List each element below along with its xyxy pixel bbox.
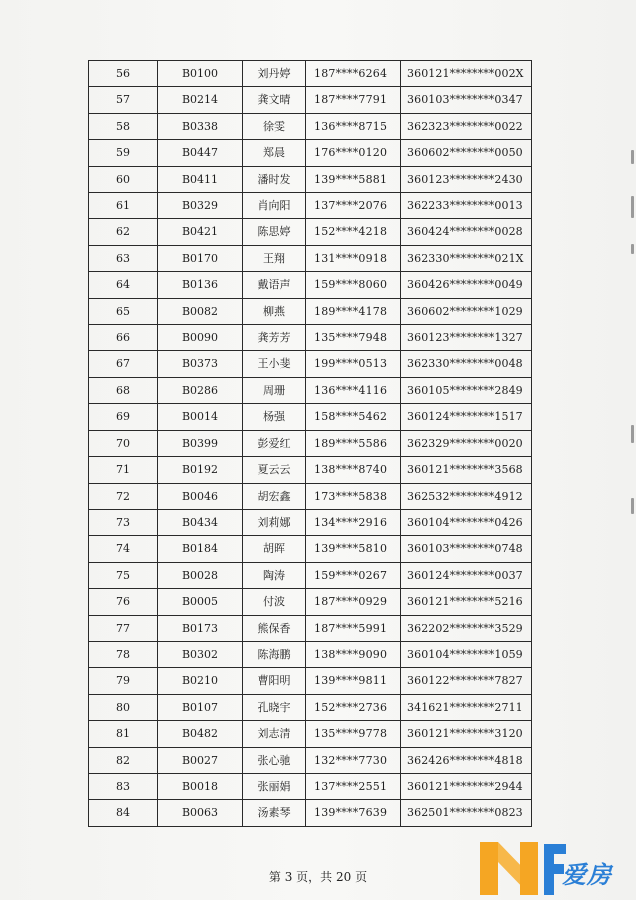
phone-cell: 136****4116 (306, 377, 401, 403)
phone-cell: 139****7639 (306, 800, 401, 826)
scan-edge-mark (631, 425, 634, 443)
phone-cell: 189****4178 (306, 298, 401, 324)
candidate-id-cell: B0100 (158, 61, 243, 87)
logo-icon (480, 830, 636, 900)
row-number-cell: 56 (89, 61, 158, 87)
scan-edge-mark (631, 244, 634, 254)
table-row (89, 430, 532, 456)
name-cell: 汤素琴 (243, 800, 306, 826)
id-card-cell: 362329********0020 (401, 430, 532, 456)
name-cell: 曹阳明 (243, 668, 306, 694)
name-cell: 刘丹婷 (243, 61, 306, 87)
name-cell: 夏云云 (243, 457, 306, 483)
id-card-cell: 360121********3120 (401, 721, 532, 747)
candidate-id-cell: B0434 (158, 509, 243, 535)
row-number-cell: 78 (89, 641, 158, 667)
table-row (89, 325, 532, 351)
name-cell: 刘莉娜 (243, 509, 306, 535)
candidate-id-cell: B0338 (158, 113, 243, 139)
name-cell: 陶涛 (243, 562, 306, 588)
phone-cell: 134****2916 (306, 509, 401, 535)
phone-cell: 135****7948 (306, 325, 401, 351)
table-row (89, 615, 532, 641)
id-card-cell: 360103********0748 (401, 536, 532, 562)
table-row (89, 589, 532, 615)
phone-cell: 137****2076 (306, 193, 401, 219)
scan-edge-mark (631, 196, 634, 218)
candidate-id-cell: B0082 (158, 298, 243, 324)
row-number-cell: 70 (89, 430, 158, 456)
name-cell: 王小斐 (243, 351, 306, 377)
name-cell: 龚文晴 (243, 87, 306, 113)
table-row (89, 377, 532, 403)
id-card-cell: 360426********0049 (401, 272, 532, 298)
id-card-cell: 341621********2711 (401, 694, 532, 720)
id-card-cell: 360103********0347 (401, 87, 532, 113)
name-cell: 陈思婷 (243, 219, 306, 245)
id-card-cell: 360123********1327 (401, 325, 532, 351)
name-cell: 王翔 (243, 245, 306, 271)
id-card-cell: 360602********0050 (401, 140, 532, 166)
id-card-cell: 360105********2849 (401, 377, 532, 403)
phone-cell: 138****8740 (306, 457, 401, 483)
phone-cell: 187****5991 (306, 615, 401, 641)
id-card-cell: 360123********2430 (401, 166, 532, 192)
table-row (89, 562, 532, 588)
logo-text: 爱房 (562, 861, 612, 889)
name-cell: 戴语声 (243, 272, 306, 298)
phone-cell: 187****7791 (306, 87, 401, 113)
row-number-cell: 66 (89, 325, 158, 351)
candidate-id-cell: B0027 (158, 747, 243, 773)
name-cell: 郑晨 (243, 140, 306, 166)
candidate-id-cell: B0329 (158, 193, 243, 219)
phone-cell: 187****0929 (306, 589, 401, 615)
phone-cell: 187****6264 (306, 61, 401, 87)
row-number-cell: 59 (89, 140, 158, 166)
id-card-cell: 362330********021X (401, 245, 532, 271)
name-cell: 肖向阳 (243, 193, 306, 219)
phone-cell: 139****5810 (306, 536, 401, 562)
table-row (89, 483, 532, 509)
candidate-id-cell: B0286 (158, 377, 243, 403)
phone-cell: 132****7730 (306, 747, 401, 773)
row-number-cell: 62 (89, 219, 158, 245)
table-row (89, 61, 532, 87)
name-cell: 张丽娟 (243, 773, 306, 799)
candidate-id-cell: B0411 (158, 166, 243, 192)
id-card-cell: 360104********1059 (401, 641, 532, 667)
row-number-cell: 57 (89, 87, 158, 113)
phone-cell: 176****0120 (306, 140, 401, 166)
id-card-cell: 360124********1517 (401, 404, 532, 430)
name-cell: 孔晓宇 (243, 694, 306, 720)
id-card-cell: 362233********0013 (401, 193, 532, 219)
row-number-cell: 69 (89, 404, 158, 430)
candidate-id-cell: B0136 (158, 272, 243, 298)
candidate-id-cell: B0028 (158, 562, 243, 588)
row-number-cell: 84 (89, 800, 158, 826)
table-row (89, 668, 532, 694)
row-number-cell: 64 (89, 272, 158, 298)
candidate-id-cell: B0090 (158, 325, 243, 351)
name-cell: 柳燕 (243, 298, 306, 324)
row-number-cell: 79 (89, 668, 158, 694)
table-body (89, 61, 532, 827)
name-cell: 陈海鹏 (243, 641, 306, 667)
id-card-cell: 360121********002X (401, 61, 532, 87)
id-card-cell: 362323********0022 (401, 113, 532, 139)
row-number-cell: 80 (89, 694, 158, 720)
name-cell: 龚芳芳 (243, 325, 306, 351)
name-cell: 潘时发 (243, 166, 306, 192)
row-number-cell: 83 (89, 773, 158, 799)
id-card-cell: 362532********4912 (401, 483, 532, 509)
table-row (89, 219, 532, 245)
table-row (89, 87, 532, 113)
records-table (88, 60, 532, 827)
table-row (89, 747, 532, 773)
name-cell: 张心驰 (243, 747, 306, 773)
page-footer: 第 3 页，共 20 页 (268, 870, 368, 884)
row-number-cell: 68 (89, 377, 158, 403)
phone-cell: 159****8060 (306, 272, 401, 298)
phone-cell: 189****5586 (306, 430, 401, 456)
row-number-cell: 71 (89, 457, 158, 483)
row-number-cell: 77 (89, 615, 158, 641)
table-row (89, 773, 532, 799)
candidate-id-cell: B0447 (158, 140, 243, 166)
table-row (89, 641, 532, 667)
phone-cell: 152****2736 (306, 694, 401, 720)
id-card-cell: 360121********3568 (401, 457, 532, 483)
table-row (89, 245, 532, 271)
phone-cell: 152****4218 (306, 219, 401, 245)
row-number-cell: 76 (89, 589, 158, 615)
table-row (89, 509, 532, 535)
candidate-id-cell: B0482 (158, 721, 243, 747)
phone-cell: 199****0513 (306, 351, 401, 377)
candidate-id-cell: B0184 (158, 536, 243, 562)
row-number-cell: 73 (89, 509, 158, 535)
name-cell: 周珊 (243, 377, 306, 403)
phone-cell: 138****9090 (306, 641, 401, 667)
candidate-id-cell: B0173 (158, 615, 243, 641)
candidate-id-cell: B0192 (158, 457, 243, 483)
row-number-cell: 65 (89, 298, 158, 324)
id-card-cell: 360104********0426 (401, 509, 532, 535)
phone-cell: 136****8715 (306, 113, 401, 139)
row-number-cell: 82 (89, 747, 158, 773)
row-number-cell: 81 (89, 721, 158, 747)
candidate-id-cell: B0170 (158, 245, 243, 271)
candidate-id-cell: B0046 (158, 483, 243, 509)
table-row (89, 800, 532, 826)
id-card-cell: 360124********0037 (401, 562, 532, 588)
name-cell: 杨强 (243, 404, 306, 430)
row-number-cell: 67 (89, 351, 158, 377)
id-card-cell: 360424********0028 (401, 219, 532, 245)
phone-cell: 139****9811 (306, 668, 401, 694)
row-number-cell: 58 (89, 113, 158, 139)
name-cell: 胡晖 (243, 536, 306, 562)
id-card-cell: 360122********7827 (401, 668, 532, 694)
name-cell: 付波 (243, 589, 306, 615)
table-row (89, 298, 532, 324)
table-row (89, 272, 532, 298)
id-card-cell: 360602********1029 (401, 298, 532, 324)
phone-cell: 158****5462 (306, 404, 401, 430)
row-number-cell: 61 (89, 193, 158, 219)
scan-edge-mark (631, 498, 634, 514)
candidate-id-cell: B0210 (158, 668, 243, 694)
name-cell: 彭爱红 (243, 430, 306, 456)
candidate-id-cell: B0421 (158, 219, 243, 245)
phone-cell: 173****5838 (306, 483, 401, 509)
table-row (89, 457, 532, 483)
row-number-cell: 60 (89, 166, 158, 192)
phone-cell: 135****9778 (306, 721, 401, 747)
candidate-id-cell: B0018 (158, 773, 243, 799)
id-card-cell: 362426********4818 (401, 747, 532, 773)
table-row (89, 404, 532, 430)
row-number-cell: 63 (89, 245, 158, 271)
candidate-id-cell: B0107 (158, 694, 243, 720)
id-card-cell: 362202********3529 (401, 615, 532, 641)
phone-cell: 137****2551 (306, 773, 401, 799)
table-row (89, 140, 532, 166)
id-card-cell: 362501********0823 (401, 800, 532, 826)
table-row (89, 721, 532, 747)
candidate-id-cell: B0005 (158, 589, 243, 615)
phone-cell: 131****0918 (306, 245, 401, 271)
candidate-id-cell: B0063 (158, 800, 243, 826)
table-row (89, 166, 532, 192)
id-card-cell: 362330********0048 (401, 351, 532, 377)
candidate-id-cell: B0214 (158, 87, 243, 113)
table-row (89, 351, 532, 377)
table-row (89, 193, 532, 219)
name-cell: 刘志清 (243, 721, 306, 747)
table-row (89, 694, 532, 720)
candidate-id-cell: B0399 (158, 430, 243, 456)
row-number-cell: 74 (89, 536, 158, 562)
phone-cell: 159****0267 (306, 562, 401, 588)
name-cell: 徐雯 (243, 113, 306, 139)
candidate-id-cell: B0373 (158, 351, 243, 377)
row-number-cell: 75 (89, 562, 158, 588)
row-number-cell: 72 (89, 483, 158, 509)
name-cell: 熊保香 (243, 615, 306, 641)
table-row (89, 113, 532, 139)
candidate-id-cell: B0014 (158, 404, 243, 430)
scan-edge-mark (631, 150, 634, 164)
candidate-id-cell: B0302 (158, 641, 243, 667)
id-card-cell: 360121********5216 (401, 589, 532, 615)
table-row (89, 536, 532, 562)
name-cell: 胡宏鑫 (243, 483, 306, 509)
phone-cell: 139****5881 (306, 166, 401, 192)
id-card-cell: 360121********2944 (401, 773, 532, 799)
